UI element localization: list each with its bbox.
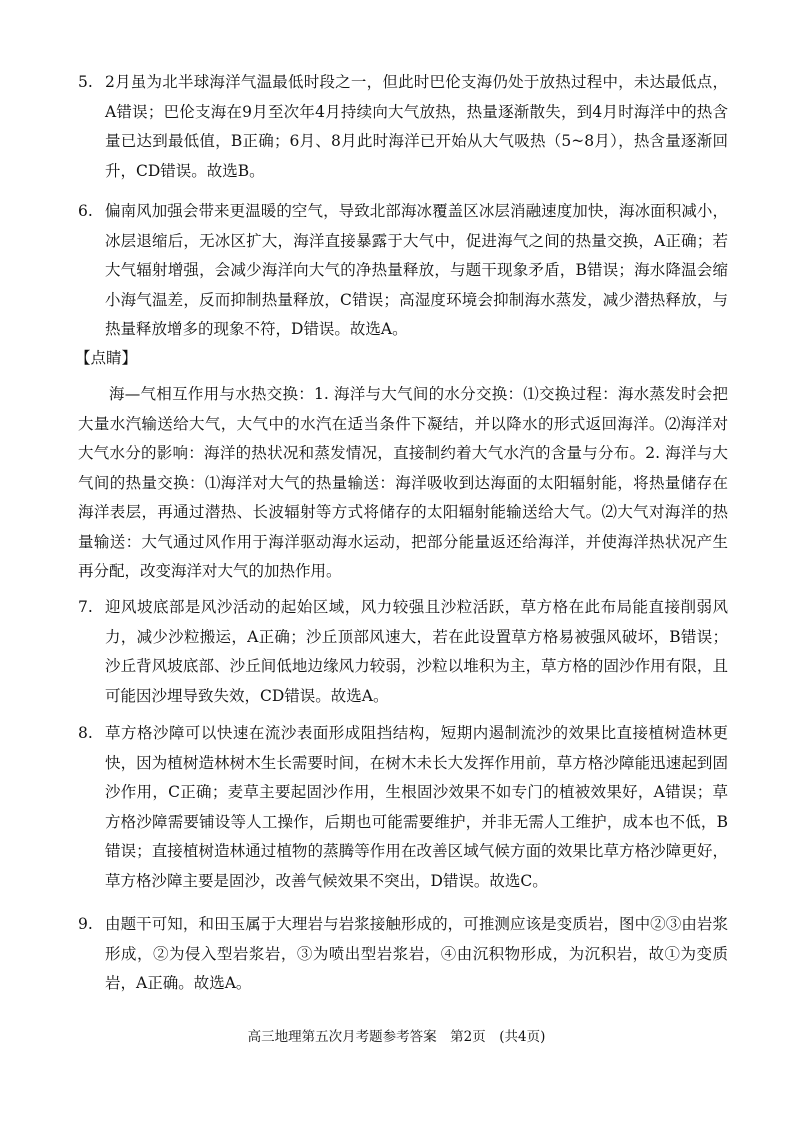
answer-text: 迎风坡底部是风沙活动的起始区域，风力较强且沙粒活跃，草方格在此布局能直接削弱风力，减少沙粒搬运，A正确；沙丘顶部风速大，若在此设置草方格易被强风破坏，B错误；沙丘背风坡底部、沙丘间低地边缘风力较弱，沙粒以堆积为主，草方格的固沙作用有限，且可能因沙埋导致失效，CD错误。故选A。 <box>105 598 728 705</box>
answer-number: 7. <box>78 598 93 616</box>
answer-number: 8. <box>78 724 93 742</box>
answer-text: 草方格沙障可以快速在流沙表面形成阻挡结构，短期内遏制流沙的效果比直接植树造林更快，因为植树造林树木生长需要时间，在树木未长大发挥作用前，草方格沙障能迅速起到固沙作用，C正确；麦草主要起固沙作用，生根固沙效果不如专门的植被效果好，A错误；草方格沙障需要铺设等人工操作，后期也可能需要维护，并非无需人工维护，成本也不低，B错误；直接植树造林通过植物的蒸腾等作用在改善区域气候方面的效果比草方格沙障更好，草方格沙障主要是固沙，改善气候效果不突出，D错误。故选C。 <box>105 724 728 890</box>
answer-text: 偏南风加强会带来更温暖的空气，导致北部海冰覆盖区冰层消融速度加快，海冰面积减小，冰层退缩后，无冰区扩大，海洋直接暴露于大气中，促进海气之间的热量交换，A正确；若大气辐射增强，会减少海洋向大气的净热量释放，与题干现象矛盾，B错误；海水降温会缩小海气温差，反而抑制热量释放，C错误；高湿度环境会抑制海水蒸发，减少潜热释放，与热量释放增多的现象不符，D错误。故选A。 <box>105 202 728 338</box>
answer-number: 5. <box>78 73 93 91</box>
answer-item-6 <box>78 197 728 345</box>
page-footer: 高三地理第五次月考题参考答案 第2页 (共4页) <box>247 1029 546 1045</box>
answer-text: 由题干可知，和田玉属于大理岩与岩浆接触形成的，可推测应该是变质岩，图中②③由岩浆形成，②为侵入型岩浆岩，③为喷出型岩浆岩，④由沉积物形成，为沉积岩，故①为变质岩，A正确。故选A。 <box>105 915 728 992</box>
answer-item-7 <box>78 593 728 711</box>
tip-text: 海—气相互作用与水热交换：1. 海洋与大气间的水分交换：⑴交换过程：海水蒸发时会把大量水汽输送给大气，大气中的水汽在适当条件下凝结，并以降水的形式返回海洋。⑵海洋对大气水分的影响：海洋的热状况和蒸发情况，直接制约着大气水汽的含量与分布。2. 海洋与大气间的热量交换：⑴海洋对大气的热量输送：海洋吸收到达海面的太阳辐射能，将热量储存在海洋表层，再通过潜热、长波辐射等方式将储存的太阳辐射能输送给大气。⑵大气对海洋的热量输送：大气通过风作用于海洋驱动海水运动，把部分能量返还给海洋，并使海洋热状况产生再分配，改变海洋对大气的加热作用。 <box>78 385 728 580</box>
tip-heading: 【点睛】 <box>75 349 138 367</box>
answer-number: 9. <box>78 915 93 933</box>
answer-item-5 <box>78 68 728 186</box>
answer-text: 2月虽为北半球海洋气温最低时段之一，但此时巴伦支海仍处于放热过程中，未达最低点，A错误；巴伦支海在9月至次年4月持续向大气放热，热量逐渐散失，到4月时海洋中的热含量已达到最低值，B正确；6月、8月此时海洋已开始从大气吸热（5~8月），热含量逐渐回升，CD错误。故选B。 <box>105 73 728 180</box>
answer-item-8 <box>78 719 728 896</box>
answer-number: 6. <box>78 202 93 220</box>
answer-item-9 <box>78 910 728 999</box>
